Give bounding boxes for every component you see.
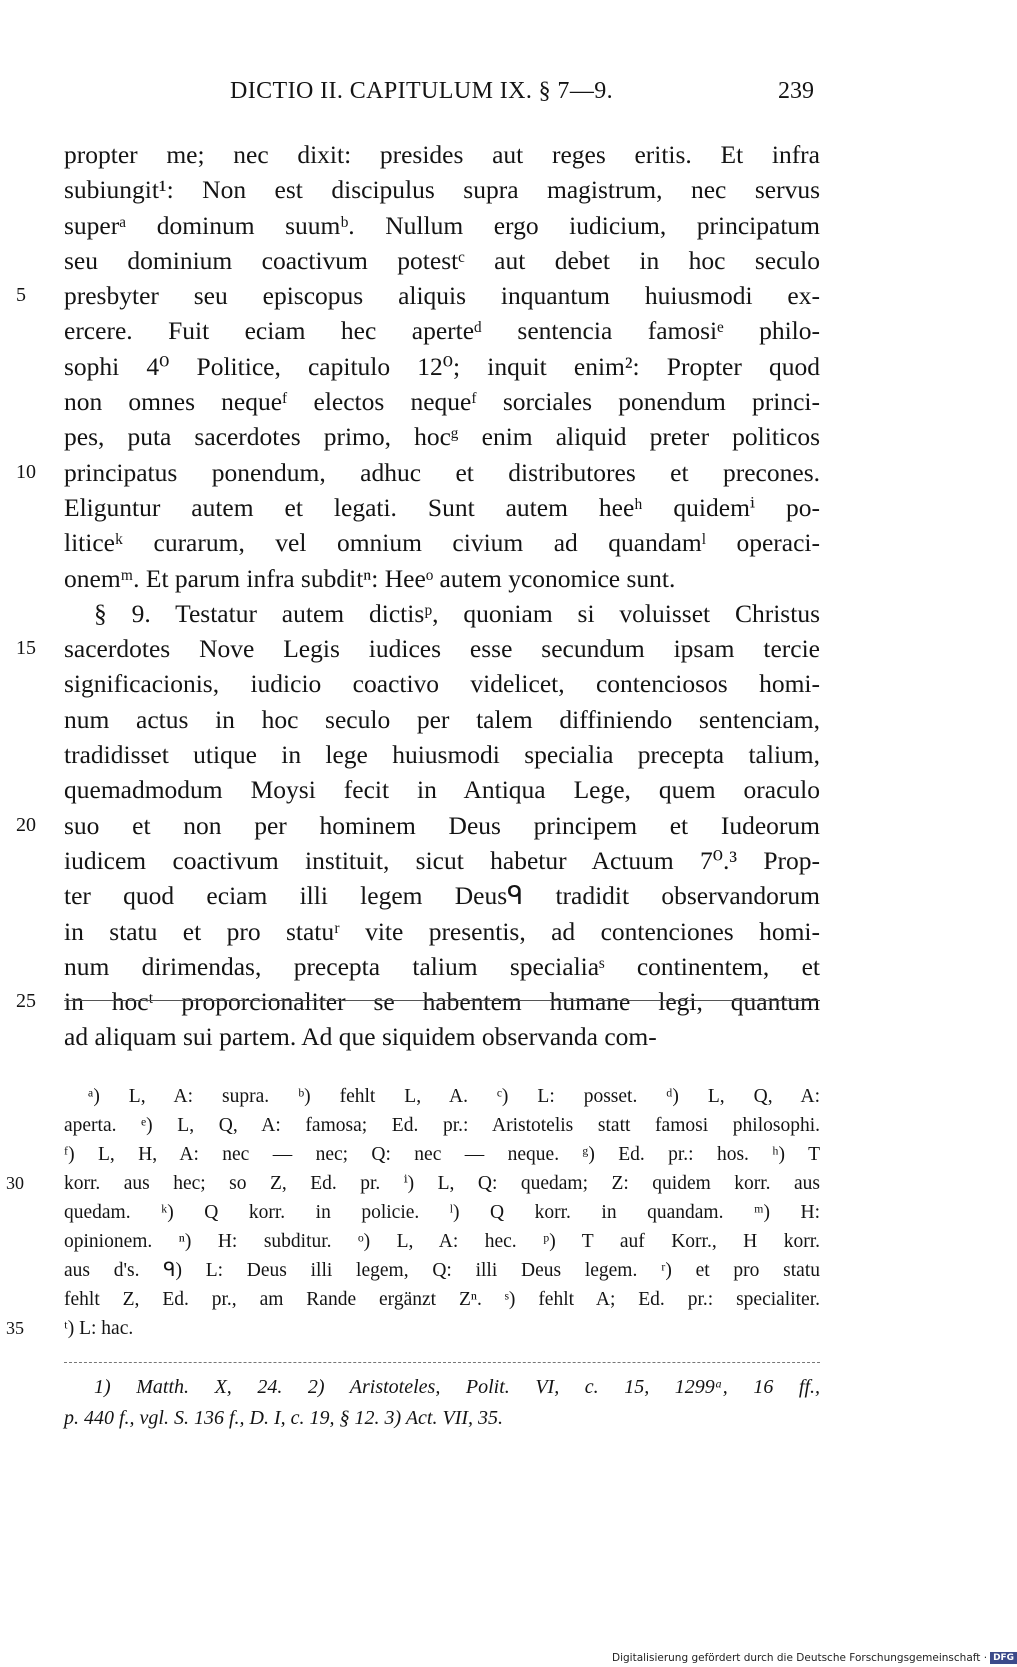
page-number: 239 (778, 78, 814, 104)
critical-apparatus (6, 1082, 820, 1343)
line-text: ter quod eciam illi legem Deusᑫ tradidit observandorum (64, 881, 820, 911)
line-text: ᵗ) L: hac. (64, 1318, 134, 1339)
text-line (64, 1019, 820, 1054)
line-number: 20 (16, 813, 36, 836)
text-line (64, 349, 820, 384)
line-text: quemadmodum Moysi fecit in Antiqua Lege, quem oraculo (64, 775, 820, 805)
text-line (64, 737, 820, 772)
source-notes (64, 1372, 820, 1434)
line-number: 15 (16, 637, 36, 660)
running-head: DICTIO II. CAPITULUM IX. § 7—9. (230, 78, 614, 104)
text-line (64, 949, 820, 984)
apparatus-line (64, 1285, 820, 1314)
line-text: propter me; nec dixit: presides aut reges eritis. Et infra (64, 140, 820, 169)
text-line (64, 702, 820, 737)
text-line (64, 525, 820, 560)
line-text: ᶠ) L, H, A: nec — nec; Q: nec — neque. ᵍ) Ed. pr.: hos. ʰ) T (64, 1144, 820, 1165)
apparatus-line (64, 1111, 820, 1140)
line-text: aus d's. ᑫ) L: Deus illi legem, Q: illi Deus legem. ʳ) et pro statu (64, 1260, 820, 1281)
source-line (64, 1372, 820, 1403)
line-text: in statu et pro statuʳ vite presentis, ad contenciones homi- (64, 916, 820, 946)
apparatus-line (64, 1198, 820, 1227)
text-line (64, 596, 820, 631)
line-text: presbyter seu episcopus aliquis inquantum huiusmodi ex- (64, 281, 820, 311)
line-text: num actus in hoc seculo per talem diffiniendo sentenciam, (64, 704, 820, 734)
apparatus-line (64, 1082, 820, 1111)
line-text: opinionem. ⁿ) H: subditur. ᵒ) L, A: hec. ᵖ) T auf Korr., H korr. (64, 1231, 820, 1252)
line-text: subiungit¹: Non est discipulus supra magistrum, nec servus (64, 175, 820, 205)
main-text-rule (64, 1000, 820, 1001)
source-line (64, 1403, 820, 1434)
page-header (0, 78, 1000, 112)
line-text: p. 440 f., vgl. S. 136 f., D. I, c. 19, § 12. 3) Act. VII, 35. (64, 1407, 504, 1429)
text-line (64, 208, 820, 243)
line-text: aperta. ᵉ) L, Q, A: famosa; Ed. pr.: Aristotelis statt famosi philosophi. (64, 1115, 820, 1136)
text-line (64, 666, 820, 701)
text-line (64, 843, 820, 878)
line-number: 30 (6, 1173, 24, 1193)
line-number: 25 (16, 990, 36, 1013)
line-text: principatus ponendum, adhuc et distributores et precones. (64, 457, 820, 487)
text-line (64, 419, 820, 454)
apparatus-rule (64, 1362, 820, 1363)
line-text: suo et non per hominem Deus principem et Iudeorum (64, 810, 820, 840)
text-line (16, 984, 820, 1019)
text-line (64, 772, 820, 807)
line-text: korr. aus hec; so Z, Ed. pr. ⁱ) L, Q: quedam; Z: quidem korr. aus (64, 1173, 820, 1194)
line-text: liticeᵏ curarum, vel omnium civium ad quandamˡ operaci- (64, 528, 820, 558)
line-text: seu dominium coactivum potestᶜ aut debet in hoc seculo (64, 245, 820, 275)
text-line (16, 455, 820, 490)
line-number: 10 (16, 460, 36, 483)
text-line (64, 137, 820, 172)
line-number: 5 (16, 284, 26, 307)
text-line (64, 561, 820, 596)
line-text: quedam. ᵏ) Q korr. in policie. ˡ) Q korr. in quandam. ᵐ) H: (64, 1202, 820, 1223)
text-line (64, 243, 820, 278)
line-text: non omnes nequeᶠ electos nequeᶠ sorciales ponendum princi- (64, 387, 820, 417)
line-text: ᵃ) L, A: supra. ᵇ) fehlt L, A. ᶜ) L: posset. ᵈ) L, Q, A: (88, 1086, 820, 1107)
line-text: § 9. Testatur autem dictisᵖ, quoniam si voluisset Christus (94, 598, 820, 628)
line-text: num dirimendas, precepta talium specialiaˢ continentem, et (64, 951, 820, 981)
text-line (64, 490, 820, 525)
apparatus-line (64, 1140, 820, 1169)
line-text: fehlt Z, Ed. pr., am Rande ergänzt Zⁿ. ˢ) fehlt A; Ed. pr.: specialiter. (64, 1289, 820, 1310)
line-text: in hocᵗ proporcionaliter se habentem humane legi, quantum (64, 987, 820, 1017)
apparatus-line (64, 1256, 820, 1285)
digitization-credit (612, 1650, 1015, 1666)
line-text: onemᵐ. Et parum infra subditⁿ: Heeᵒ autem yconomice sunt. (64, 563, 676, 593)
main-text (16, 137, 820, 1055)
line-text: iudicem coactivum instituit, sicut habetur Actuum 7⁰.³ Prop- (64, 845, 820, 875)
text-line (64, 384, 820, 419)
credit-text: Digitalisierung gefördert durch die Deutsche Forschungsgemeinschaft · (612, 1652, 988, 1664)
text-line (16, 631, 820, 666)
line-text: Eliguntur autem et legati. Sunt autem heeʰ quidemⁱ po- (64, 492, 820, 522)
line-number: 35 (6, 1318, 24, 1338)
line-text: sophi 4⁰ Politice, capitulo 12⁰; inquit enim²: Propter quod (64, 351, 820, 381)
text-line (16, 808, 820, 843)
line-text: ercere. Fuit eciam hec aperteᵈ sentencia famosiᵉ philo- (64, 316, 820, 346)
line-text: superᵃ dominum suumᵇ. Nullum ergo iudicium, principatum (64, 210, 820, 240)
text-line (16, 278, 820, 313)
line-text: sacerdotes Nove Legis iudices esse secundum ipsam tercie (64, 634, 820, 664)
text-line (64, 172, 820, 207)
line-text: 1) Matth. X, 24. 2) Aristoteles, Polit. VI, c. 15, 1299ᵃ, 16 ff., (94, 1376, 820, 1398)
line-text: ad aliquam sui partem. Ad que siquidem observanda com- (64, 1022, 657, 1052)
apparatus-line (64, 1227, 820, 1256)
text-line (64, 313, 820, 348)
line-text: tradidisset utique in lege huiusmodi specialia precepta talium, (64, 740, 820, 770)
dfg-logo: DFG (990, 1652, 1017, 1664)
line-text: pes, puta sacerdotes primo, hocᵍ enim aliquid preter politicos (64, 422, 820, 452)
apparatus-line (6, 1314, 820, 1343)
apparatus-line (6, 1169, 820, 1198)
text-line (64, 878, 820, 913)
text-line (64, 914, 820, 949)
line-text: significacionis, iudicio coactivo videlicet, contenciosos homi- (64, 669, 820, 699)
